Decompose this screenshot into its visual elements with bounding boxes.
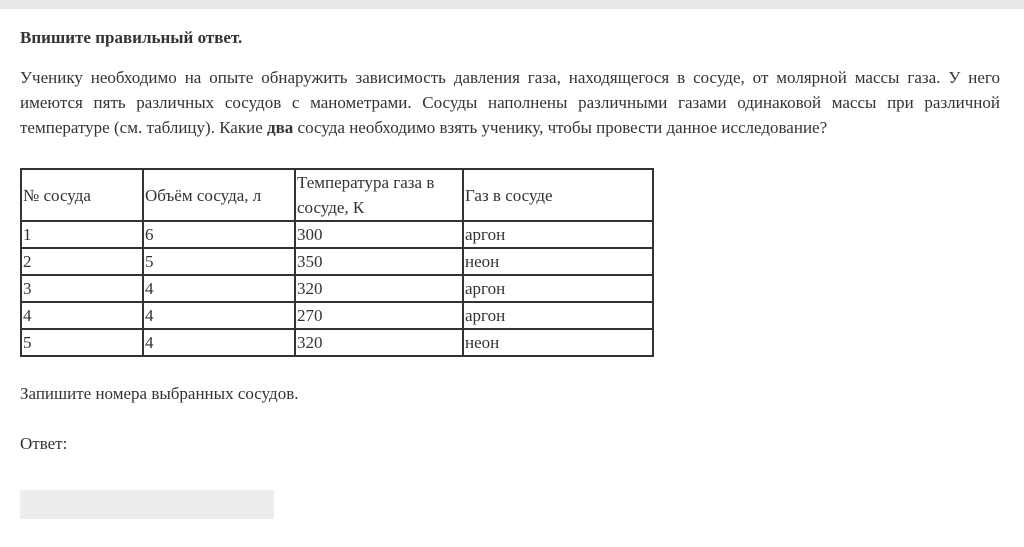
- cell-vessel-number: 5: [21, 329, 143, 356]
- header-vessel-volume: Объём сосуда, л: [143, 169, 295, 221]
- cell-gas-temperature: 320: [295, 275, 463, 302]
- question-text-part1: Ученику необходимо на опыте обнаружить зависимость давления газа, находящегося в сосуде, от молярной массы газа. У него имеются пять различных сосудов с манометрами. Сосуды наполнены различными газами одинаковой массы при различной температуре (см. таблицу). Какие: [20, 68, 1000, 137]
- cell-vessel-volume: 6: [143, 221, 295, 248]
- question-text-part2: сосуда необходимо взять ученику, чтобы провести данное исследование?: [293, 118, 828, 137]
- footer-instruction: Запишите номера выбранных сосудов.: [20, 384, 299, 403]
- answer-input[interactable]: [20, 490, 274, 519]
- table-header-row: [21, 169, 653, 221]
- cell-vessel-volume: 5: [143, 248, 295, 275]
- table-row: [21, 248, 653, 275]
- cell-gas-temperature: 320: [295, 329, 463, 356]
- cell-vessel-number: 4: [21, 302, 143, 329]
- cell-gas-type: аргон: [463, 275, 653, 302]
- cell-gas-temperature: 300: [295, 221, 463, 248]
- task-question: [20, 65, 1000, 140]
- top-bar: [0, 0, 1024, 9]
- cell-gas-temperature: 270: [295, 302, 463, 329]
- header-gas-type: Газ в сосуде: [463, 169, 653, 221]
- question-emphasis: два: [267, 118, 294, 137]
- table-row: [21, 302, 653, 329]
- cell-gas-temperature: 350: [295, 248, 463, 275]
- table-row: [21, 275, 653, 302]
- cell-gas-type: аргон: [463, 221, 653, 248]
- cell-vessel-number: 3: [21, 275, 143, 302]
- header-gas-temperature: Температура газа в сосуде, К: [295, 169, 463, 221]
- cell-gas-type: аргон: [463, 302, 653, 329]
- header-vessel-number: № сосуда: [21, 169, 143, 221]
- cell-gas-type: неон: [463, 329, 653, 356]
- table-row: [21, 329, 653, 356]
- task-container: [20, 27, 1000, 455]
- answer-label: Ответ:: [20, 434, 68, 453]
- cell-vessel-volume: 4: [143, 302, 295, 329]
- table-row: [21, 221, 653, 248]
- cell-vessel-number: 1: [21, 221, 143, 248]
- task-instruction: Впишите правильный ответ.: [20, 28, 243, 47]
- cell-vessel-volume: 4: [143, 275, 295, 302]
- cell-gas-type: неон: [463, 248, 653, 275]
- vessels-table: [20, 168, 654, 357]
- cell-vessel-volume: 4: [143, 329, 295, 356]
- cell-vessel-number: 2: [21, 248, 143, 275]
